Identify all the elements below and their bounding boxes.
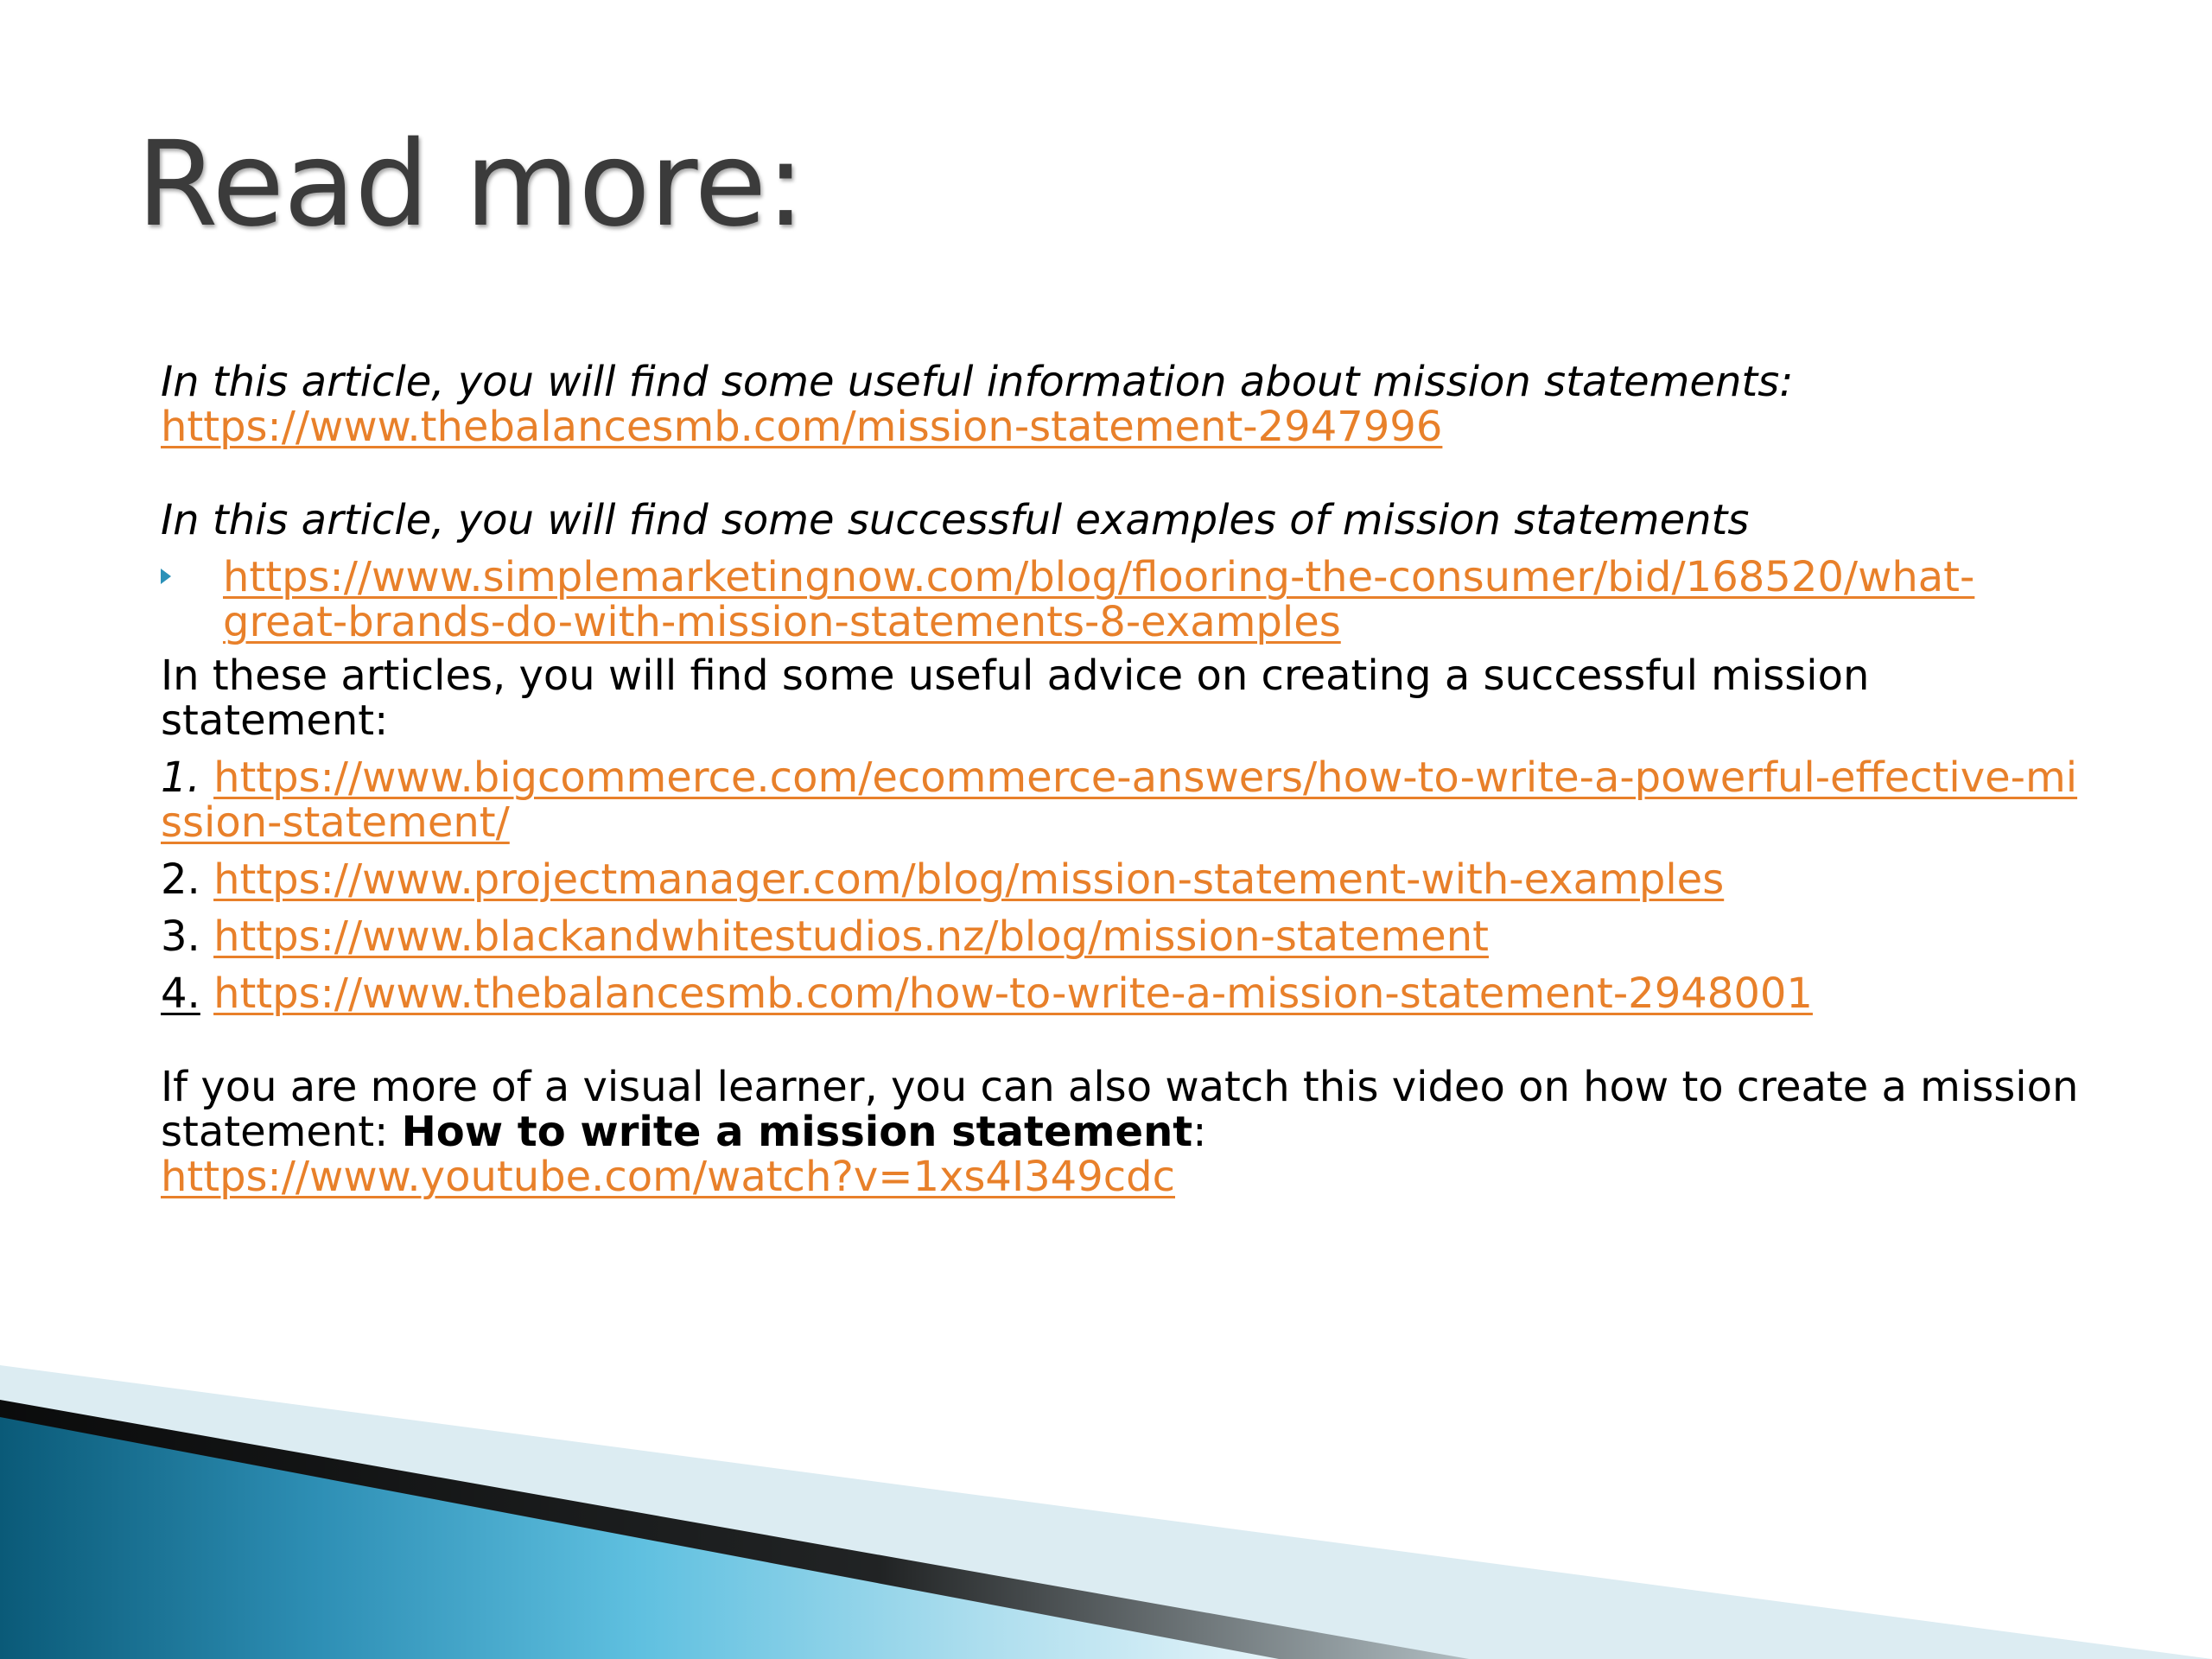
section4-intro: If you are more of a visual learner, you can also watch this video on how to create a mission statement: xyxy=(161,1063,2079,1156)
section1-link[interactable]: https://www.thebalancesmb.com/mission-statement-2947996 xyxy=(161,403,1443,451)
section1-intro: In this article, you will find some useful information about mission statements: xyxy=(161,358,1794,406)
list-number-2: 2. xyxy=(161,855,200,904)
list-item-3 xyxy=(161,914,2088,959)
section2-intro: In this article, you will find some successful examples of mission statements xyxy=(161,496,1750,544)
decorative-wedge xyxy=(0,1365,2212,1659)
list-link-2[interactable]: https://www.projectmanager.com/blog/mission-statement-with-examples xyxy=(213,855,1725,904)
bullet-arrow-icon xyxy=(161,569,171,584)
list-number-4: 4. xyxy=(161,969,200,1018)
video-title-colon: : xyxy=(1192,1108,1207,1156)
list-item-1 xyxy=(161,755,2088,845)
slide-content xyxy=(161,359,2088,1199)
list-link-1[interactable]: https://www.bigcommerce.com/ecommerce-answers/how-to-write-a-powerful-effective-mission-statement/ xyxy=(161,753,2078,847)
section2-bullet-link[interactable]: https://www.simplemarketingnow.com/blog/flooring-the-consumer/bid/168520/what-great-brands-do-with-mission-statements-8-examples xyxy=(223,553,1975,646)
list-link-3[interactable]: https://www.blackandwhitestudios.nz/blog/mission-statement xyxy=(213,912,1489,961)
list-number-3: 3. xyxy=(161,912,200,961)
video-title: How to write a mission statement xyxy=(401,1108,1193,1156)
section3-intro: In these articles, you will find some useful advice on creating a successful mission statement: xyxy=(161,652,1870,745)
bullet-item xyxy=(161,555,2088,645)
slide-title: Read more: xyxy=(137,117,805,253)
section4-paragraph xyxy=(161,1065,2088,1154)
list-number-1: 1. xyxy=(161,753,200,802)
list-item-2 xyxy=(161,857,2088,902)
list-item-4 xyxy=(161,971,2088,1016)
video-link[interactable]: https://www.youtube.com/watch?v=1xs4I349cdc xyxy=(161,1153,1175,1201)
list-link-4[interactable]: https://www.thebalancesmb.com/how-to-write-a-mission-statement-2948001 xyxy=(213,969,1813,1018)
